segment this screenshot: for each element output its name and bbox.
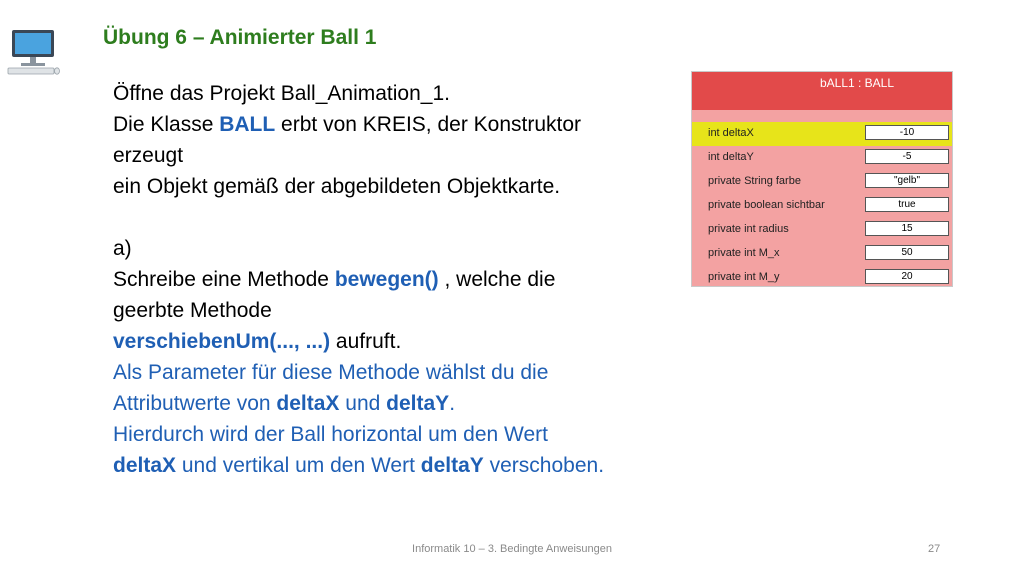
text: und bbox=[339, 392, 387, 415]
keyword-deltax: deltaX bbox=[113, 454, 177, 477]
text: Als Parameter für diese Methode wählst du die bbox=[113, 361, 549, 384]
text-line bbox=[113, 171, 678, 202]
attribute-value: 15 bbox=[865, 221, 949, 236]
text: . bbox=[449, 392, 456, 415]
object-card bbox=[691, 71, 953, 287]
attribute-name: int deltaX bbox=[708, 127, 754, 139]
attribute-row bbox=[692, 170, 952, 194]
text-line bbox=[113, 357, 678, 388]
attribute-name: private int radius bbox=[708, 223, 789, 235]
attribute-row bbox=[692, 122, 952, 146]
text: Die Klasse bbox=[113, 113, 220, 136]
text: ein Objekt gemäß der abgebildeten Objektkarte. bbox=[113, 175, 561, 198]
slide-title: Übung 6 – Animierter Ball 1 bbox=[103, 26, 377, 49]
object-card-header: bALL1 : BALL bbox=[692, 72, 952, 110]
text-line bbox=[113, 326, 678, 357]
attribute-value: -10 bbox=[865, 125, 949, 140]
keyword-deltay: deltaY bbox=[420, 454, 484, 477]
task-label: a) bbox=[113, 237, 132, 260]
text: erbt von KREIS, der Konstruktor bbox=[275, 113, 582, 136]
keyword-deltay: deltaY bbox=[386, 392, 450, 415]
text-line bbox=[113, 295, 678, 326]
text-line bbox=[113, 450, 678, 481]
text-line bbox=[113, 78, 678, 109]
attribute-row bbox=[692, 266, 952, 290]
attribute-value: 50 bbox=[865, 245, 949, 260]
text: Öffne das Projekt Ball_Animation_1. bbox=[113, 82, 450, 105]
attribute-name: int deltaY bbox=[708, 151, 754, 163]
text: Schreibe eine Methode bbox=[113, 268, 335, 291]
attribute-value: -5 bbox=[865, 149, 949, 164]
attribute-value: true bbox=[865, 197, 949, 212]
text: verschoben. bbox=[483, 454, 605, 477]
text-line bbox=[113, 264, 678, 295]
attribute-row bbox=[692, 194, 952, 218]
text-line bbox=[113, 109, 678, 140]
keyword-ball: BALL bbox=[219, 113, 276, 136]
attribute-name: private int M_x bbox=[708, 247, 780, 259]
keyword-bewegen: bewegen() bbox=[334, 268, 439, 291]
text: , welche die bbox=[438, 268, 556, 291]
footer-text: Informatik 10 – 3. Bedingte Anweisungen bbox=[412, 543, 612, 555]
text-line bbox=[113, 140, 678, 171]
text-line bbox=[113, 419, 678, 450]
page-number: 27 bbox=[928, 543, 941, 555]
attribute-row bbox=[692, 218, 952, 242]
text-line bbox=[113, 388, 678, 419]
attribute-row bbox=[692, 146, 952, 170]
attribute-name: private int M_y bbox=[708, 271, 780, 283]
task-text bbox=[113, 78, 678, 481]
attribute-value: 20 bbox=[865, 269, 949, 284]
text: Attributwerte von bbox=[113, 392, 277, 415]
keyword-verschieben: verschiebenUm(..., ...) bbox=[113, 330, 331, 353]
attribute-value: "gelb" bbox=[865, 173, 949, 188]
computer-icon bbox=[6, 28, 60, 78]
attribute-name: private String farbe bbox=[708, 175, 801, 187]
text: geerbte Methode bbox=[113, 299, 272, 322]
text-line bbox=[113, 233, 678, 264]
attribute-row bbox=[692, 242, 952, 266]
text: aufruft. bbox=[330, 330, 402, 353]
text: Hierdurch wird der Ball horizontal um den Wert bbox=[113, 423, 548, 446]
text: und vertikal um den Wert bbox=[176, 454, 421, 477]
attribute-name: private boolean sichtbar bbox=[708, 199, 825, 211]
text: erzeugt bbox=[113, 144, 184, 167]
keyword-deltax: deltaX bbox=[276, 392, 340, 415]
